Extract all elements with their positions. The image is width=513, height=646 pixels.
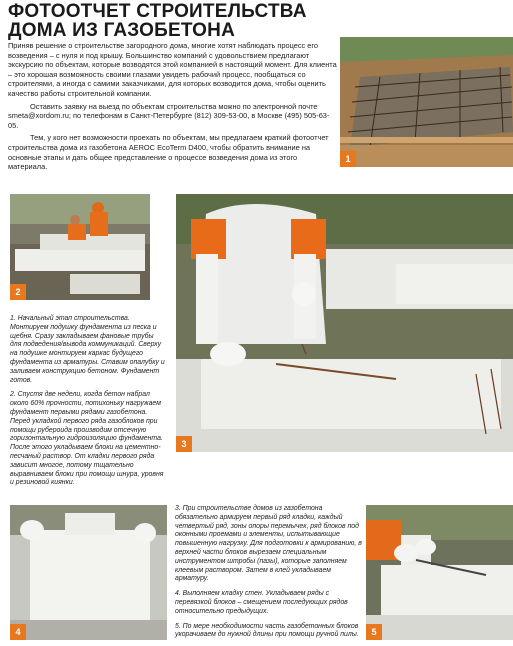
caption-steps-1-2 bbox=[10, 315, 165, 494]
photo-number-badge: 1 bbox=[340, 151, 356, 167]
photo-3-reinforcement bbox=[176, 194, 513, 452]
photo-2-first-row bbox=[10, 194, 150, 300]
caption-steps-3-5 bbox=[175, 505, 363, 646]
caption-step-3: 3. При строительстве домов из газобетона обязательно армируем первый ряд кладки, каждый четвертый ряд, зоны опоры перемычек, ряд блоков под оконными проемами и элементы, испытывающие повышенную нагрузку. Для подготовки к армированию, в верхней части блоков вырезаем специальным инструментом штробы (пазы), которые заполняем клеевым раствором. Затем в клей укладываем арматуру. bbox=[175, 505, 362, 583]
caption-step-1: 1. Начальный этап строительства. Монтируем подушку фундамента из песка и щебня. Сразу закладываем фановые трубы для подведения/вывода коммуникаций. Сверху на подушке монтируем каркас будущего фундамента из арматуры. Ставим опалубку и заливаем конструкцию бетоном. Фундамент готов. bbox=[10, 315, 165, 384]
intro-paragraph: Оставить заявку на выезд по объектам строительства можно по электронной почте smeta@xordom.ru; по телефонам в Санкт-Петербурге (812) 309-53-00, в Москве (495) 505-63-05. bbox=[8, 101, 330, 130]
caption-step-4: 4. Выполняем кладку стен. Укладываем ряды с перевязкой блоков – смещением последующих рядов относительно предыдущих. bbox=[175, 590, 348, 615]
photo-5-sawing bbox=[366, 505, 513, 640]
photo-number-badge: 2 bbox=[10, 284, 26, 300]
photo-number-badge: 5 bbox=[366, 624, 382, 640]
photo-4-wall-laying bbox=[10, 505, 167, 640]
intro-paragraph: Тем, у кого нет возможности проехать по объектам, мы предлагаем краткий фотоотчет строительства дома из газобетона AEROC EcoTerm D400, чтобы обратить внимание на основные этапы и дать общее представление о процессе возведения дома из этого материала. bbox=[8, 133, 329, 172]
intro-paragraph: Приняв решение о строительстве загородного дома, многие хотят наблюдать процесс его возведения – с нуля и под крышу. Большинство компаний с удовольствием предлагают экскурсию по объектам, которые возводятся этой компанией в настоящий момент. Для клиента – это хорошая возможность своими глазами увидеть рабочий процесс, пообщаться со строителями, а иногда с самими заказчиками, для которых возводится дома, чтобы оценить качество работы строительной компании. bbox=[8, 41, 337, 98]
caption-step-2: 2. Спустя две недели, когда бетон набрал около 60% прочности, потихоньку нагружаем фундамент первыми рядами газобетона. Перед укладкой первого ряда газоблоков при помощи рубероида производим отсечную горизонтальную гидроизоляцию фундамента. После этого укладываем блоки на цементно-песчаный раствор. От кладки первого ряда зависит многое, потому тщательно выравниваем блоки при помощи шнура, уровня и резиновой киянки. bbox=[10, 391, 164, 487]
page-title: ФОТООТЧЕТ СТРОИТЕЛЬСТВА ДОМА ИЗ ГАЗОБЕТОНА bbox=[8, 1, 307, 41]
photo-number-badge: 3 bbox=[176, 436, 192, 452]
caption-step-5: 5. По мере необходимости часть газобетонных блоков укорачиваем до нужной длины при помощи ручной пилы. bbox=[175, 622, 359, 639]
photo-1-foundation bbox=[340, 37, 513, 167]
intro-text bbox=[8, 41, 338, 175]
photo-number-badge: 4 bbox=[10, 624, 26, 640]
